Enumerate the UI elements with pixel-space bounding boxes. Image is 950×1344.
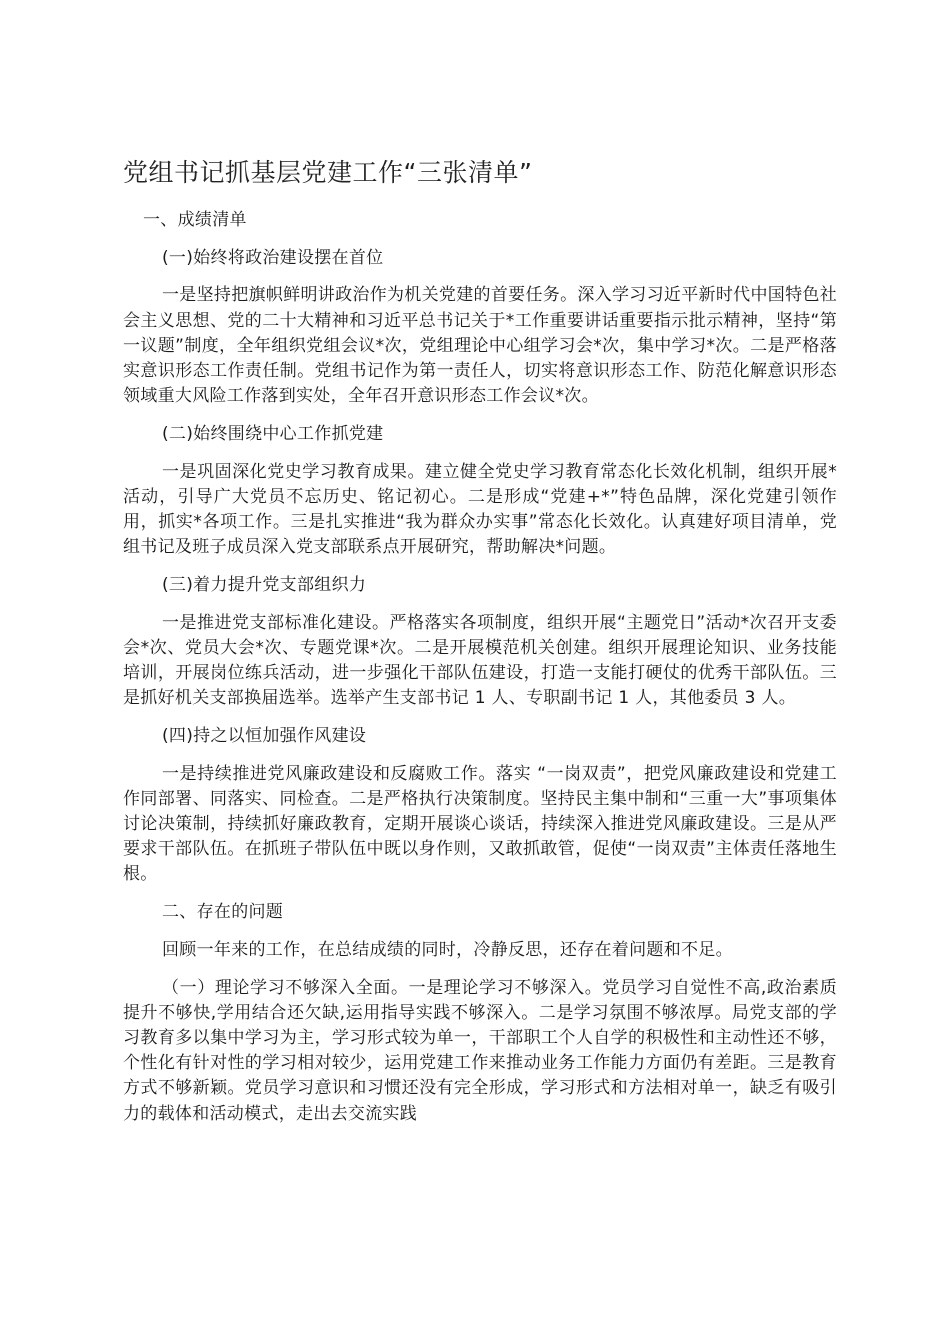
section-heading: 二、存在的问题 [162, 902, 284, 923]
subsection-heading: (三)着力提升党支部组织力 [162, 574, 367, 595]
document-body [123, 208, 837, 1139]
document-title: 党组书记抓基层党建工作“三张清单” [123, 158, 533, 187]
subsection-heading: (二)始终围绕中心工作抓党建 [162, 423, 384, 444]
paragraph: 一是推进党支部标准化建设。严格落实各项制度，组织开展“主题党日”活动*次召开支委会*次、党员大会*次、专题党课*次。二是开展模范机关创建。组织开展理论知识、业务技能培训，开展岗位练兵活动，进一步强化干部队伍建设，打造一支能打硬仗的优秀干部队伍。三是抓好机关支部换届选举。选举产生支部书记 1 人、专职副书记 1 人，其他委员 3 人。 [123, 612, 837, 709]
paragraph: （一）理论学习不够深入全面。一是理论学习不够深入。党员学习自觉性不高,政治素质提升不够快,学用结合还欠缺,运用指导实践不够深入。二是学习氛围不够浓厚。局党支部的学习教育多以集中学习为主，学习形式较为单一，干部职工个人自学的积极性和主动性还不够，个性化有针对性的学习相对较少，运用党建工作来推动业务工作能力方面仍有差距。三是教育方式不够新颖。党员学习意识和习惯还没有完全形成，学习形式和方法相对单一，缺乏有吸引力的载体和活动模式，走出去交流实践 [123, 977, 837, 1124]
section-heading: 一、成绩清单 [143, 210, 247, 230]
paragraph: 一是巩固深化党史学习教育成果。建立健全党史学习教育常态化长效化机制，组织开展*活动，引导广大党员不忘历史、铭记初心。二是形成“党建+*”特色品牌，深化党建引领作用，抓实*各项工作。三是扎实推进“我为群众办实事”常态化长效化。认真建好项目清单，党组书记及班子成员深入党支部联系点开展研究，帮助解决*问题。 [123, 461, 837, 558]
paragraph: 回顾一年来的工作，在总结成绩的同时，冷静反思，还存在着问题和不足。 [162, 939, 733, 960]
subsection-heading: (四)持之以恒加强作风建设 [162, 725, 367, 746]
paragraph: 一是坚持把旗帜鲜明讲政治作为机关党建的首要任务。深入学习习近平新时代中国特色社会主义思想、党的二十大精神和习近平总书记关于*工作重要讲话重要指示批示精神，坚持“第一议题”制度，全年组织党组会议*次，党组理论中心组学习会*次，集中学习*次。二是严格落实意识形态工作责任制。党组书记作为第一责任人，切实将意识形态工作、防范化解意识形态领域重大风险工作落到实处，全年召开意识形态工作会议*次。 [123, 285, 837, 407]
subsection-heading: (一)始终将政治建设摆在首位 [162, 247, 384, 268]
paragraph: 一是持续推进党风廉政建设和反腐败工作。落实 “一岗双责”，把党风廉政建设和党建工作同部署、同落实、同检查。二是严格执行决策制度。坚持民主集中制和“三重一大”事项集体讨论决策制，持续抓好廉政教育，定期开展谈心谈话，持续深入推进党风廉政建设。三是从严要求干部队伍。在抓班子带队伍中既以身作则，又敢抓敢管，促使“一岗双责”主体责任落地生根。 [123, 763, 837, 885]
